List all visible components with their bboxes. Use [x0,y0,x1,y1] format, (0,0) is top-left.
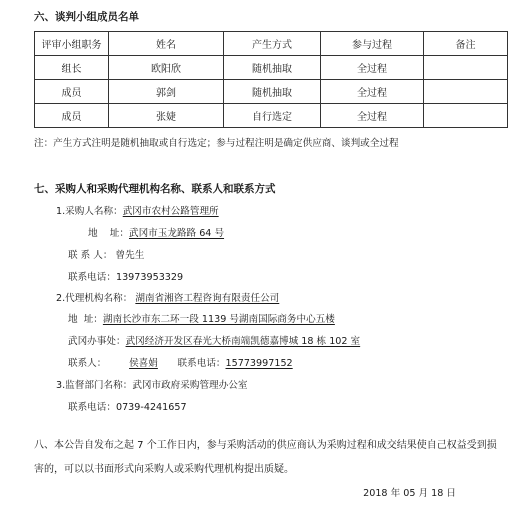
committee-table [34,31,508,128]
table-cell: 随机抽取 [224,80,321,104]
table-cell: 成员 [35,104,109,128]
agency-name: 湖南省湘咨工程咨询有限责任公司 [135,293,280,304]
agency-address-label: 地 址： [68,314,103,325]
table-cell: 全过程 [321,56,424,80]
agency-phone: 15773997152 [225,358,293,369]
table-cell: 随机抽取 [224,56,321,80]
purchaser-address: 武冈市玉龙路路 64 号 [128,228,225,239]
agency-address: 湖南长沙市东二环一段 1139 号湖南国际商务中心五楼 [102,314,335,325]
supervisor-phone: 0739-4241657 [115,402,187,413]
table-header-row [35,32,508,56]
supervisor-label: 3.监督部门名称： [56,380,133,391]
agency-office: 武冈经济开发区春光大桥南端凯德嘉博城 18 栋 102 室 [125,336,361,347]
supervisor-name: 武冈市政府采购管理办公室 [132,380,248,391]
publish-date: 2018 年 05 月 18 日 [363,488,456,499]
agency-contact: 侯喜娟 [129,358,158,369]
purchaser-phone-label: 联系电话： [68,272,116,283]
table-row [35,56,508,80]
purchaser-name-label: 1.采购人名称： [56,206,123,217]
purchaser-name-line [56,203,219,217]
supervisor-phone-label: 联系电话： [68,402,116,413]
purchaser-contact: 曾先生 [115,250,145,261]
header-cell: 备注 [424,32,508,56]
agency-contact-line [68,355,293,369]
table-cell: 郭剑 [109,80,224,104]
supervisor-phone-line [68,399,187,413]
table-note: 注：产生方式注明是随机抽取或自行选定；参与过程注明是确定供应商、谈判或全过程 [34,138,399,149]
agency-office-line [68,333,360,347]
agency-office-label: 武冈办事处： [68,336,126,347]
table-cell [424,80,508,104]
purchaser-address-label: 地 址： [88,228,129,239]
header-cell: 产生方式 [224,32,321,56]
table-cell: 欧阳欣 [109,56,224,80]
table-cell: 成员 [35,80,109,104]
table-cell: 自行选定 [224,104,321,128]
table-cell [424,56,508,80]
purchaser-name: 武冈市农村公路管理所 [122,206,219,217]
agency-name-line [56,290,279,304]
table-cell [424,104,508,128]
supervisor-line [56,377,247,391]
header-cell: 姓名 [109,32,224,56]
header-cell: 评审小组职务 [35,32,109,56]
purchaser-address-line [88,225,224,239]
purchaser-contact-line [68,247,144,261]
agency-address-line [68,311,335,325]
table-row [35,80,508,104]
table-cell: 张婕 [109,104,224,128]
section-6-title: 六、谈判小组成员名单 [34,11,139,23]
purchaser-phone: 13973953329 [115,272,184,283]
purchaser-phone-line [68,269,183,283]
table-cell: 全过程 [321,80,424,104]
agency-contact-label: 联系人： [68,358,107,369]
purchaser-contact-label: 联 系 人： [68,250,113,261]
table-cell: 组长 [35,56,109,80]
agency-name-label: 2.代理机构名称： [56,293,133,304]
agency-phone-label: 联系电话： [177,358,226,369]
section-8-paragraph: 八、本公告自发布之起 7 个工作日内，参与采购活动的供应商认为采购过程和成交结果使自己权益受到损害的，可以以书面形式向采购人或采购代理机构提出质疑。 [34,440,497,475]
section-7-title: 七、采购人和采购代理机构名称、联系人和联系方式 [34,183,276,195]
header-cell: 参与过程 [321,32,424,56]
table-cell: 全过程 [321,104,424,128]
table-row [35,104,508,128]
